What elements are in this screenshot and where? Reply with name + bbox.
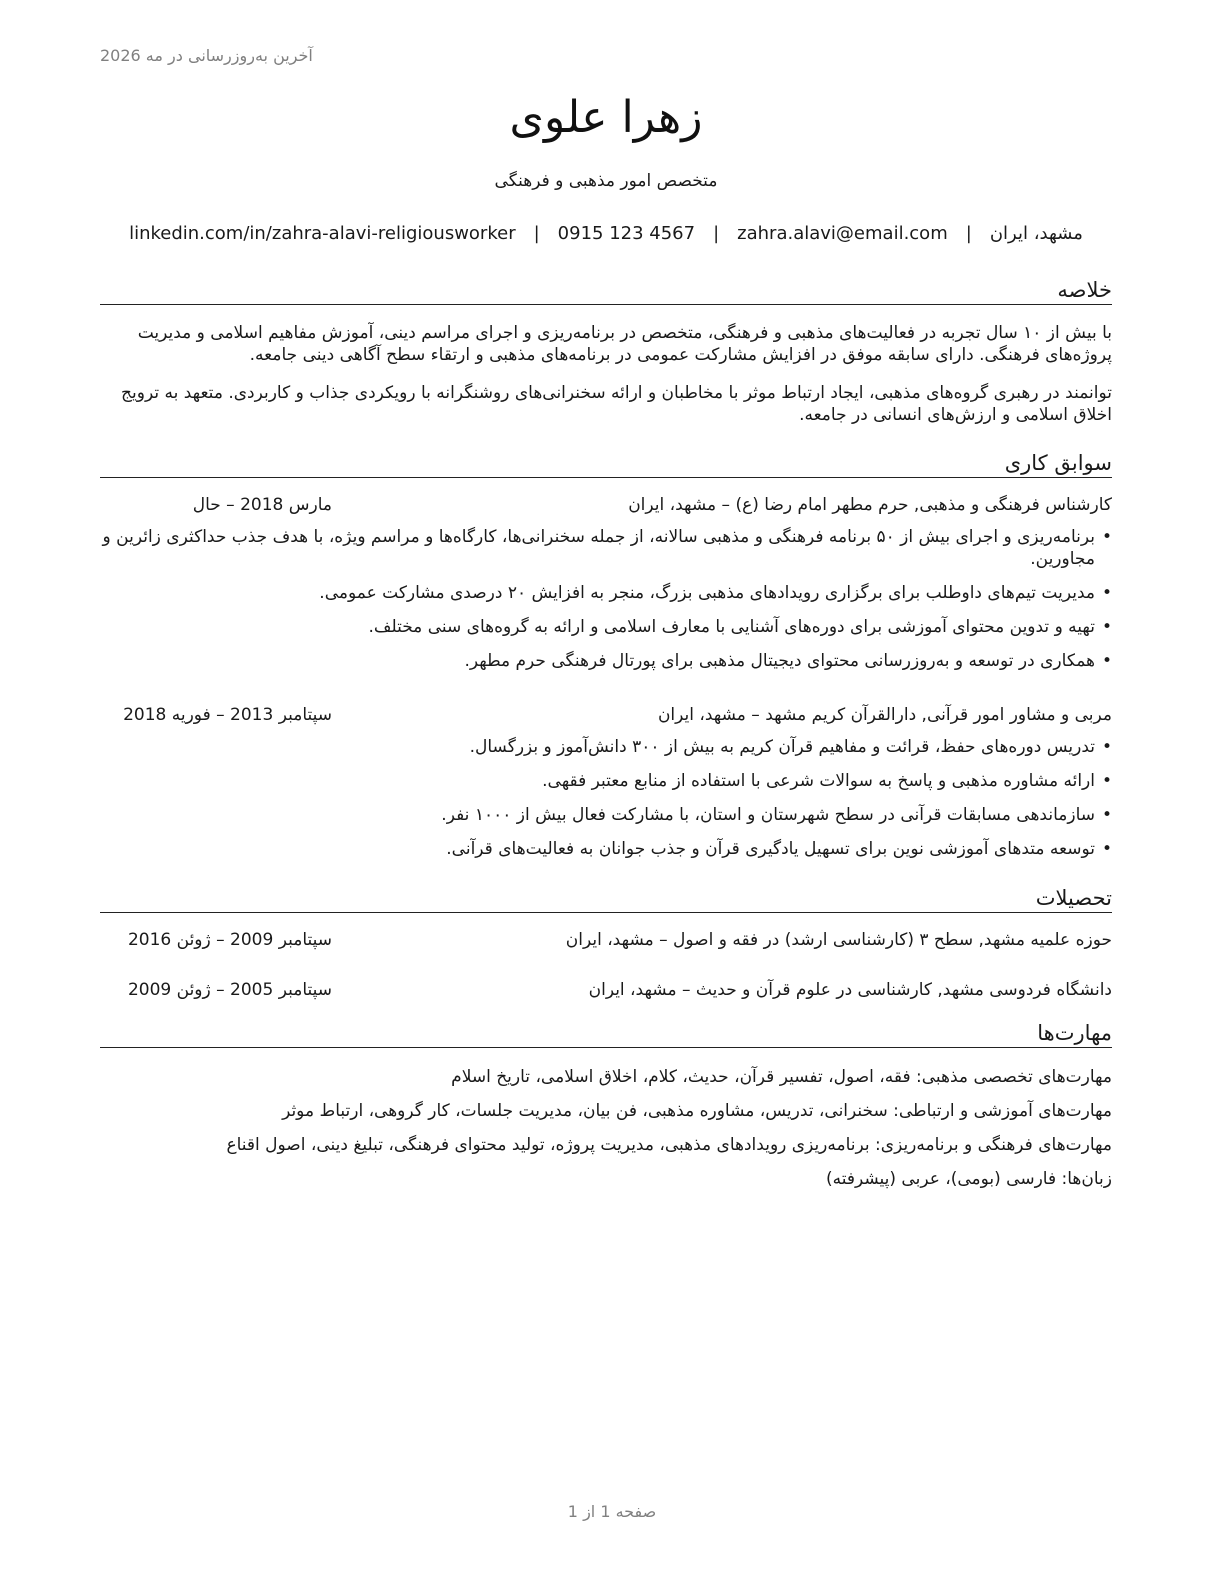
list-item: • مدیریت تیم‌های داوطلب برای برگزاری رویدادهای مذهبی بزرگ، منجر به افزایش ۲۰ درصدی مشارکت عمومی. [100,582,1112,604]
contact-separator: | [533,223,540,244]
contact-email[interactable]: zahra.alavi@email.com [737,223,948,244]
skill-line: مهارت‌های تخصصی مذهبی: فقه، اصول، تفسیر قرآن، حدیث، کلام، اخلاق اسلامی، تاریخ اسلام [451,1067,1112,1087]
summary-heading: خلاصه [100,277,1112,305]
list-item: • برنامه‌ریزی و اجرای بیش از ۵۰ برنامه فرهنگی و مذهبی سالانه، از جمله سخنرانی‌ها، کارگاه‌ها و مراسم ویژه، با هدف جذب حداکثری زائرین و مجاورین. [100,526,1112,570]
list-item: • توسعه متدهای آموزشی نوین برای تسهیل یادگیری قرآن و جذب جوانان به فعالیت‌های قرآنی. [100,838,1112,860]
education-dates: سپتامبر 2005 – ژوئن 2009 [127,980,332,1000]
contact-linkedin[interactable]: linkedin.com/in/zahra-alavi-religiousworker [129,223,516,244]
list-item: • ارائه مشاوره مذهبی و پاسخ به سوالات شرعی با استفاده از منابع معتبر فقهی. [100,770,1112,792]
job-dates: سپتامبر 2013 – فوریه 2018 [123,705,332,725]
candidate-title: متخصص امور مذهبی و فرهنگی [494,171,718,191]
list-item: • تدریس دوره‌های حفظ، قرائت و مفاهیم قرآن کریم به بیش از ۳۰۰ دانش‌آموز و بزرگسال. [100,736,1112,758]
skill-line: مهارت‌های فرهنگی و برنامه‌ریزی: برنامه‌ریزی رویدادهای مذهبی، مدیریت پروژه، تولید محتوای فرهنگی، تبلیغ دینی، اصول اقناع [226,1135,1112,1155]
education-dates: سپتامبر 2009 – ژوئن 2016 [127,930,332,950]
summary-paragraph: با بیش از ۱۰ سال تجربه در فعالیت‌های مذهبی و فرهنگی، متخصص در برنامه‌ریزی و اجرای مراسم دینی، آموزش مفاهیم اسلامی و مدیریت پروژه‌های فرهنگی. دارای سابقه موفق در افزایش مشارکت عمومی در برنامه‌های مذهبی و ارتقاء سطح آگاهی دینی جامعه. [137,323,1112,365]
contact-separator: | [965,223,972,244]
education-title: دانشگاه فردوسی مشهد, کارشناسی در علوم قرآن و حدیث – مشهد، ایران [588,980,1112,1000]
candidate-name: زهرا علوی [509,92,703,143]
page-number: صفحه 1 از 1 [567,1502,657,1521]
contact-location: مشهد، ایران [989,223,1083,244]
skill-line: مهارت‌های آموزشی و ارتباطی: سخنرانی، تدریس، مشاوره مذهبی، فن بیان، مدیریت جلسات، کار گروهی، ارتباط موثر [282,1101,1112,1121]
job-title: مربی و مشاور امور قرآنی, دارالقرآن کریم مشهد – مشهد، ایران [657,705,1112,725]
experience-heading: سوابق کاری [100,450,1112,478]
skill-line: زبان‌ها: فارسی (بومی)، عربی (پیشرفته) [825,1169,1112,1189]
contact-phone: 0915 123 4567 [557,223,696,244]
education-title: حوزه علمیه مشهد, سطح ۳ (کارشناسی ارشد) در فقه و اصول – مشهد، ایران [565,930,1112,950]
last-updated-note: آخرین به‌روزرسانی در مه 2026 [100,46,313,65]
job-bullets [100,526,1112,684]
contact-line [100,223,1112,244]
education-heading: تحصیلات [100,885,1112,913]
list-item: • تهیه و تدوین محتوای آموزشی برای دوره‌های آشنایی با معارف اسلامی و ارائه به گروه‌های سنی مختلف. [100,616,1112,638]
job-bullets [100,736,1112,872]
list-item: • همکاری در توسعه و به‌روزرسانی محتوای دیجیتال مذهبی برای پورتال فرهنگی حرم مطهر. [100,650,1112,672]
skills-heading: مهارت‌ها [100,1020,1112,1048]
resume-page [100,0,1112,1584]
list-item: • سازماندهی مسابقات قرآنی در سطح شهرستان و استان، با مشارکت فعال بیش از ۱۰۰۰ نفر. [100,804,1112,826]
summary-paragraph: توانمند در رهبری گروه‌های مذهبی، ایجاد ارتباط موثر با مخاطبان و ارائه سخنرانی‌های روشنگرانه با رویکردی جذاب و کاربردی. متعهد به ترویج اخلاق اسلامی و ارزش‌های انسانی در جامعه. [121,383,1112,425]
contact-separator: | [713,223,720,244]
job-dates: مارس 2018 – حال [192,495,332,515]
job-title: کارشناس فرهنگی و مذهبی, حرم مطهر امام رضا (ع) – مشهد، ایران [628,495,1112,515]
